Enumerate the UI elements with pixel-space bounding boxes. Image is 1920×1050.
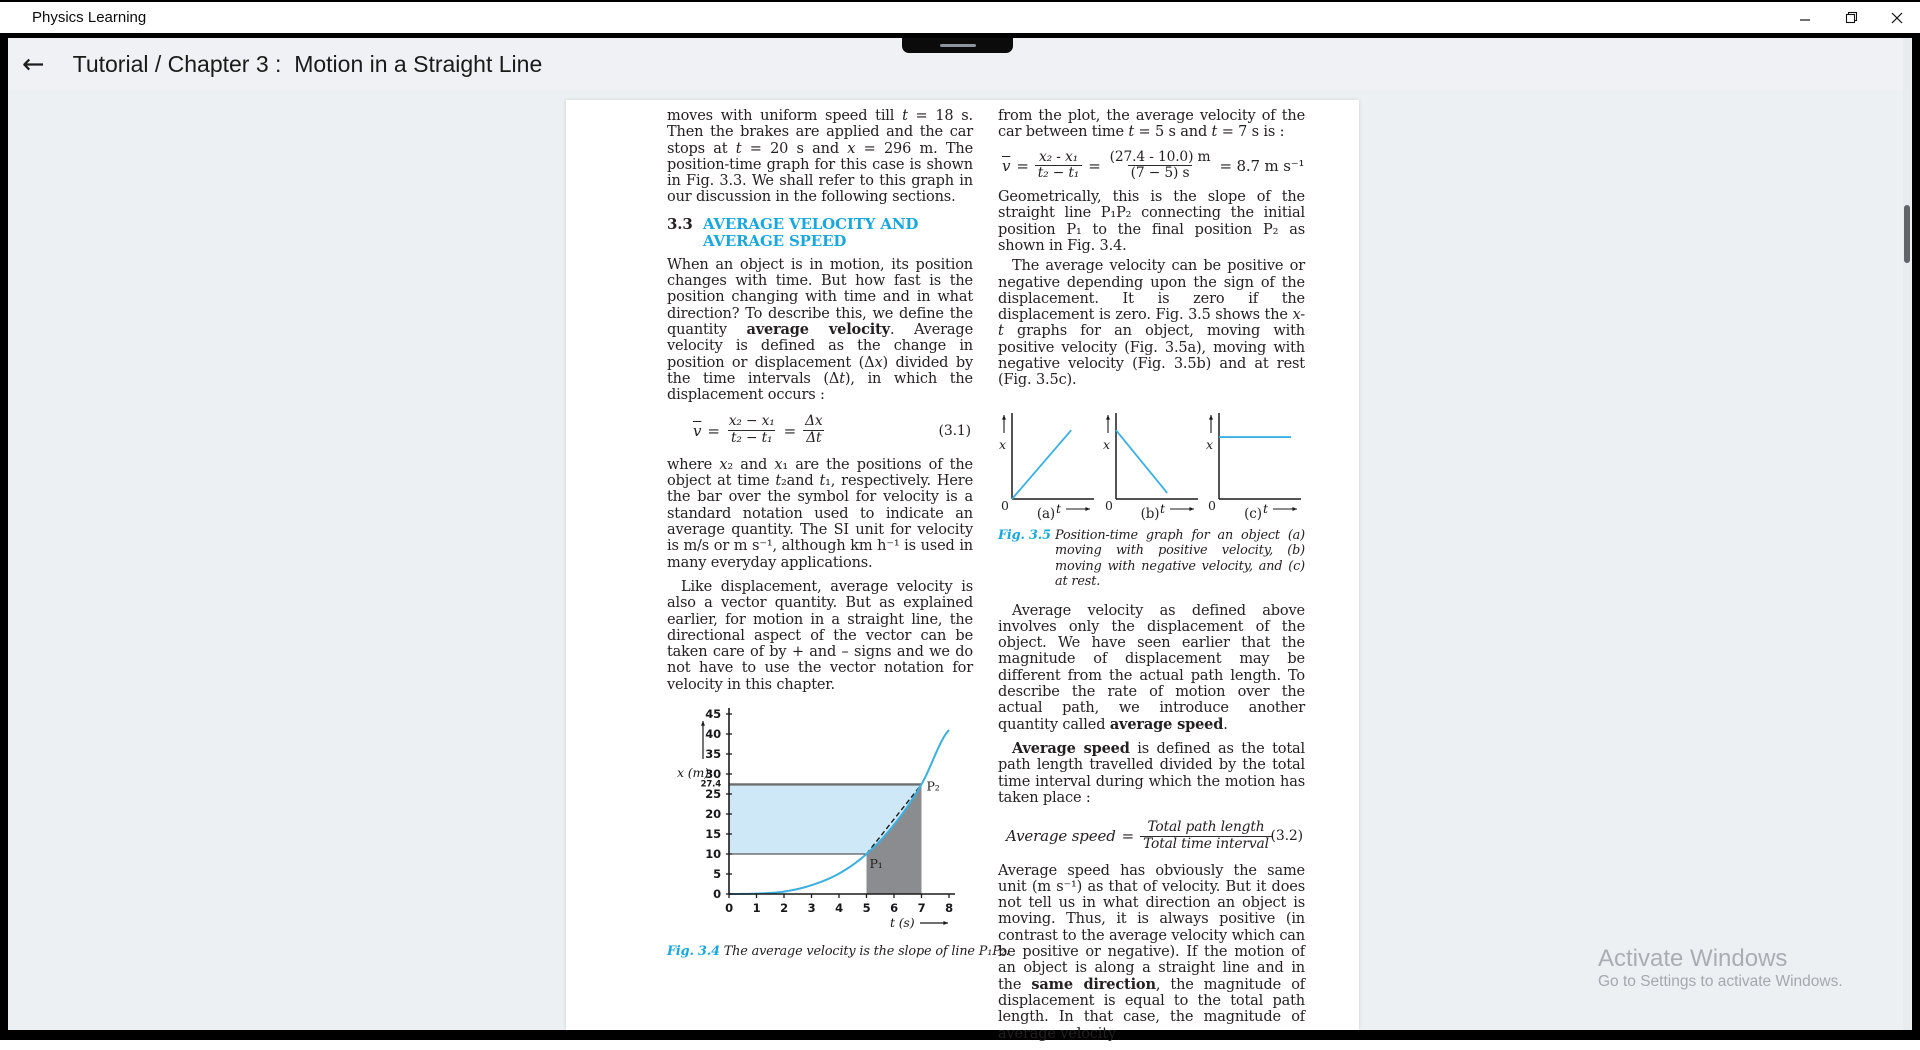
- svg-text:4: 4: [835, 901, 843, 916]
- svg-text:(a): (a): [1036, 505, 1056, 522]
- figure-3-5c-chart: [1205, 399, 1305, 521]
- svg-text:5: 5: [862, 901, 871, 916]
- svg-text:0: 0: [1208, 497, 1216, 513]
- svg-text:0: 0: [1001, 497, 1009, 513]
- document-page: [566, 100, 1359, 1042]
- svg-text:t: t: [1263, 500, 1268, 516]
- section-number: 3.3: [667, 214, 693, 233]
- paragraph-like: Like displacement, average velocity is also a vector quantity. But as explained earlier, for motion in a straight line, the directional aspect of the vector can be taken care of by + and – signs and we do not have to use the vector notation for velocity in this chapter.: [667, 578, 973, 693]
- page-right-column: [998, 108, 1305, 1050]
- paragraph-average-velocity: The average velocity can be positive or negative depending upon the sign of the displacement. It is zero if the displacement is zero. Fig. 3.5 shows the x-t graphs for an object, moving with positive velocity (Fig. 3.5a), moving with negative velocity (Fig. 3.5b) and at rest (Fig. 3.5c).: [998, 258, 1305, 389]
- paragraph-unit: Average speed has obviously the same unit (m s⁻¹) as that of velocity. But it does not tell us in what direction an object is moving. Thus, it is always positive (in contrast to the average velocity which can be positive or negative). If the motion of an object is along a straight line and in the same direction, the magnitude of displacement is equal to the total path length. In that case, the magnitude of average velocity: [998, 862, 1305, 1042]
- avg-velocity-symbol: $\overline{v}$: [1002, 156, 1011, 175]
- svg-text:10: 10: [705, 847, 721, 862]
- window-titlebar: [0, 2, 1920, 33]
- figure-3-5-caption-text: Position-time graph for an object (a) moving with positive velocity, (b) moving with negative velocity, and (c) at rest.: [1055, 527, 1305, 590]
- svg-text:(b): (b): [1140, 505, 1159, 522]
- svg-text:x: x: [1206, 436, 1213, 452]
- fraction-numeric: $\frac{(27.4 - 10.0) m}{(7 - 5) s}$: [1109, 148, 1211, 182]
- svg-text:7: 7: [917, 901, 926, 916]
- equals-sign: =: [1016, 156, 1029, 175]
- svg-text:35: 35: [705, 747, 721, 762]
- fraction-symbolic: $\frac{\text{x₂ - x₁}}{\text{t₂ − t₁}}$: [1035, 150, 1082, 182]
- svg-text:2: 2: [780, 901, 788, 916]
- watermark-line2: Go to Settings to activate Windows.: [1598, 973, 1843, 990]
- svg-text:0: 0: [1104, 497, 1113, 513]
- figure-3-4-chart: [667, 701, 973, 938]
- app-content: [8, 38, 1912, 1042]
- breadcrumb-title: Tutorial / Chapter 3 : Motion in a Straight Line: [72, 50, 543, 77]
- equation-3-2: [998, 820, 1305, 852]
- svg-text:15: 15: [705, 827, 721, 842]
- equation-average-velocity-calc: [998, 150, 1305, 182]
- svg-text:30: 30: [705, 767, 721, 782]
- paragraph-intro: moves with uniform speed till t = 18 s. Then the brakes are applied and the car stops at t = 20 s and x = 296 m. The position-time graph for this case is shown in Fig. 3.3. We shall refer to this graph in our discussion in the following sections.: [667, 108, 974, 206]
- close-button[interactable]: [1874, 2, 1920, 33]
- svg-text:3: 3: [807, 901, 816, 916]
- paragraph-involves: Average velocity as defined above involves only the displacement of the object. We have seen earlier that the magnitude of displacement may be different from the actual path length. To describe the rate of motion over the actual path, we introduce another quantity called average speed.: [998, 602, 1305, 733]
- activate-windows-watermark: [1598, 946, 1843, 992]
- paragraph-define: When an object is in motion, its position changes with time. But how fast is the position changing with time and in what direction? To describe this, we define the quantity average velocity. Average velocity is defined as the change in position or displacement (Δx) divided by the time intervals (Δt), in which the displacement occurs :: [667, 256, 973, 404]
- svg-text:20: 20: [705, 807, 721, 822]
- svg-text:5: 5: [713, 867, 721, 882]
- paragraph-speed-definition: Average speed is defined as the total path length travelled divided by the total time interval during which the motion has taken place :: [998, 739, 1306, 806]
- page-left-column: [667, 108, 1010, 960]
- figure-3-4-caption-text: The average velocity is the slope of line P₁P₂.: [719, 944, 1010, 960]
- equals-sign: =: [1121, 827, 1135, 846]
- average-speed-symbol: Average speed: [1006, 827, 1116, 846]
- scrollbar-thumb[interactable]: [1904, 205, 1910, 263]
- fraction-path-length: $\frac{\text{Total path length}}{\text{Total time interval}}$: [1140, 820, 1272, 852]
- equals-sign: =: [1088, 156, 1101, 175]
- app-frame: [0, 33, 1920, 1040]
- figure-3-5: [998, 399, 1305, 521]
- equation-number: (3.1): [938, 422, 971, 439]
- paragraph-geometrically: Geometrically, this is the slope of the straight line P₁P₂ connecting the initial position P₁ to the final position P₂ as shown in Fig. 3.4.: [998, 189, 1305, 254]
- figure-3-4-label: Fig. 3.4: [667, 944, 720, 960]
- svg-text:40: 40: [705, 727, 721, 742]
- svg-text:0: 0: [725, 901, 733, 916]
- section-heading: [667, 216, 973, 250]
- restore-icon: [1845, 11, 1858, 24]
- window-controls: [1782, 2, 1920, 33]
- figure-3-5b-chart: [1102, 399, 1202, 521]
- equation-3-1: [667, 414, 973, 446]
- avg-velocity-symbol: $\overline{v}$: [693, 421, 702, 440]
- svg-text:x: x: [999, 436, 1006, 452]
- equation-result: = 8.7 m s⁻¹: [1219, 156, 1305, 175]
- equals-sign: =: [783, 421, 797, 440]
- minimize-icon: [1799, 12, 1811, 24]
- section-title: AVERAGE VELOCITY AND AVERAGE SPEED: [703, 214, 919, 250]
- figure-3-5-caption: [998, 528, 1305, 590]
- window-title: Physics Learning: [32, 9, 147, 26]
- back-button[interactable]: ←: [22, 48, 45, 80]
- figure-3-5-label: Fig. 3.5: [998, 527, 1051, 543]
- figure-3-4-caption: [667, 944, 1010, 960]
- svg-text:P₁: P₁: [869, 856, 883, 872]
- svg-text:(c): (c): [1244, 505, 1262, 522]
- svg-text:25: 25: [705, 787, 721, 802]
- paragraph-where: where x₂ and x₁ are the positions of the object at time t₂and t₁, respectively. Here the bar over the symbol for velocity is a standard notation used to indicate an average quantity. The SI unit for velocity is m/s or m s⁻¹, although km h⁻¹ is used in many everyday applications.: [667, 456, 973, 571]
- svg-text:45: 45: [705, 707, 721, 722]
- svg-text:0: 0: [713, 887, 721, 902]
- watermark-line1: Activate Windows: [1598, 945, 1788, 972]
- minimize-button[interactable]: [1782, 2, 1828, 33]
- drag-handle-icon: [940, 44, 976, 48]
- svg-text:t: t: [1056, 500, 1061, 516]
- svg-text:P₂: P₂: [926, 778, 940, 794]
- fraction-delta: $\frac{\Delta x}{\Delta t}$: [805, 413, 823, 447]
- svg-text:6: 6: [890, 901, 898, 916]
- figure-3-5a-chart: [998, 399, 1098, 521]
- svg-text:t (s): t (s): [890, 915, 915, 931]
- fraction-displacement: $\frac{\text{x₂ − x₁}}{\text{t₂ − t₁}}$: [728, 413, 775, 447]
- equals-sign: =: [707, 421, 720, 440]
- paragraph-plot: from the plot, the average velocity of the car between time t = 5 s and t = 7 s is :: [998, 108, 1305, 141]
- equation-number: (3.2): [1270, 828, 1303, 845]
- close-icon: [1891, 12, 1903, 24]
- svg-text:8: 8: [945, 901, 953, 916]
- svg-text:27.4: 27.4: [700, 779, 721, 790]
- top-drag-handle[interactable]: [902, 38, 1013, 53]
- svg-text:x (m): x (m): [677, 765, 709, 781]
- svg-text:t: t: [1159, 500, 1165, 516]
- restore-button[interactable]: [1828, 2, 1874, 33]
- svg-text:x: x: [1102, 436, 1110, 452]
- scrollbar[interactable]: [1903, 38, 1911, 1030]
- figure-3-4: [667, 701, 1010, 960]
- svg-text:1: 1: [752, 901, 761, 916]
